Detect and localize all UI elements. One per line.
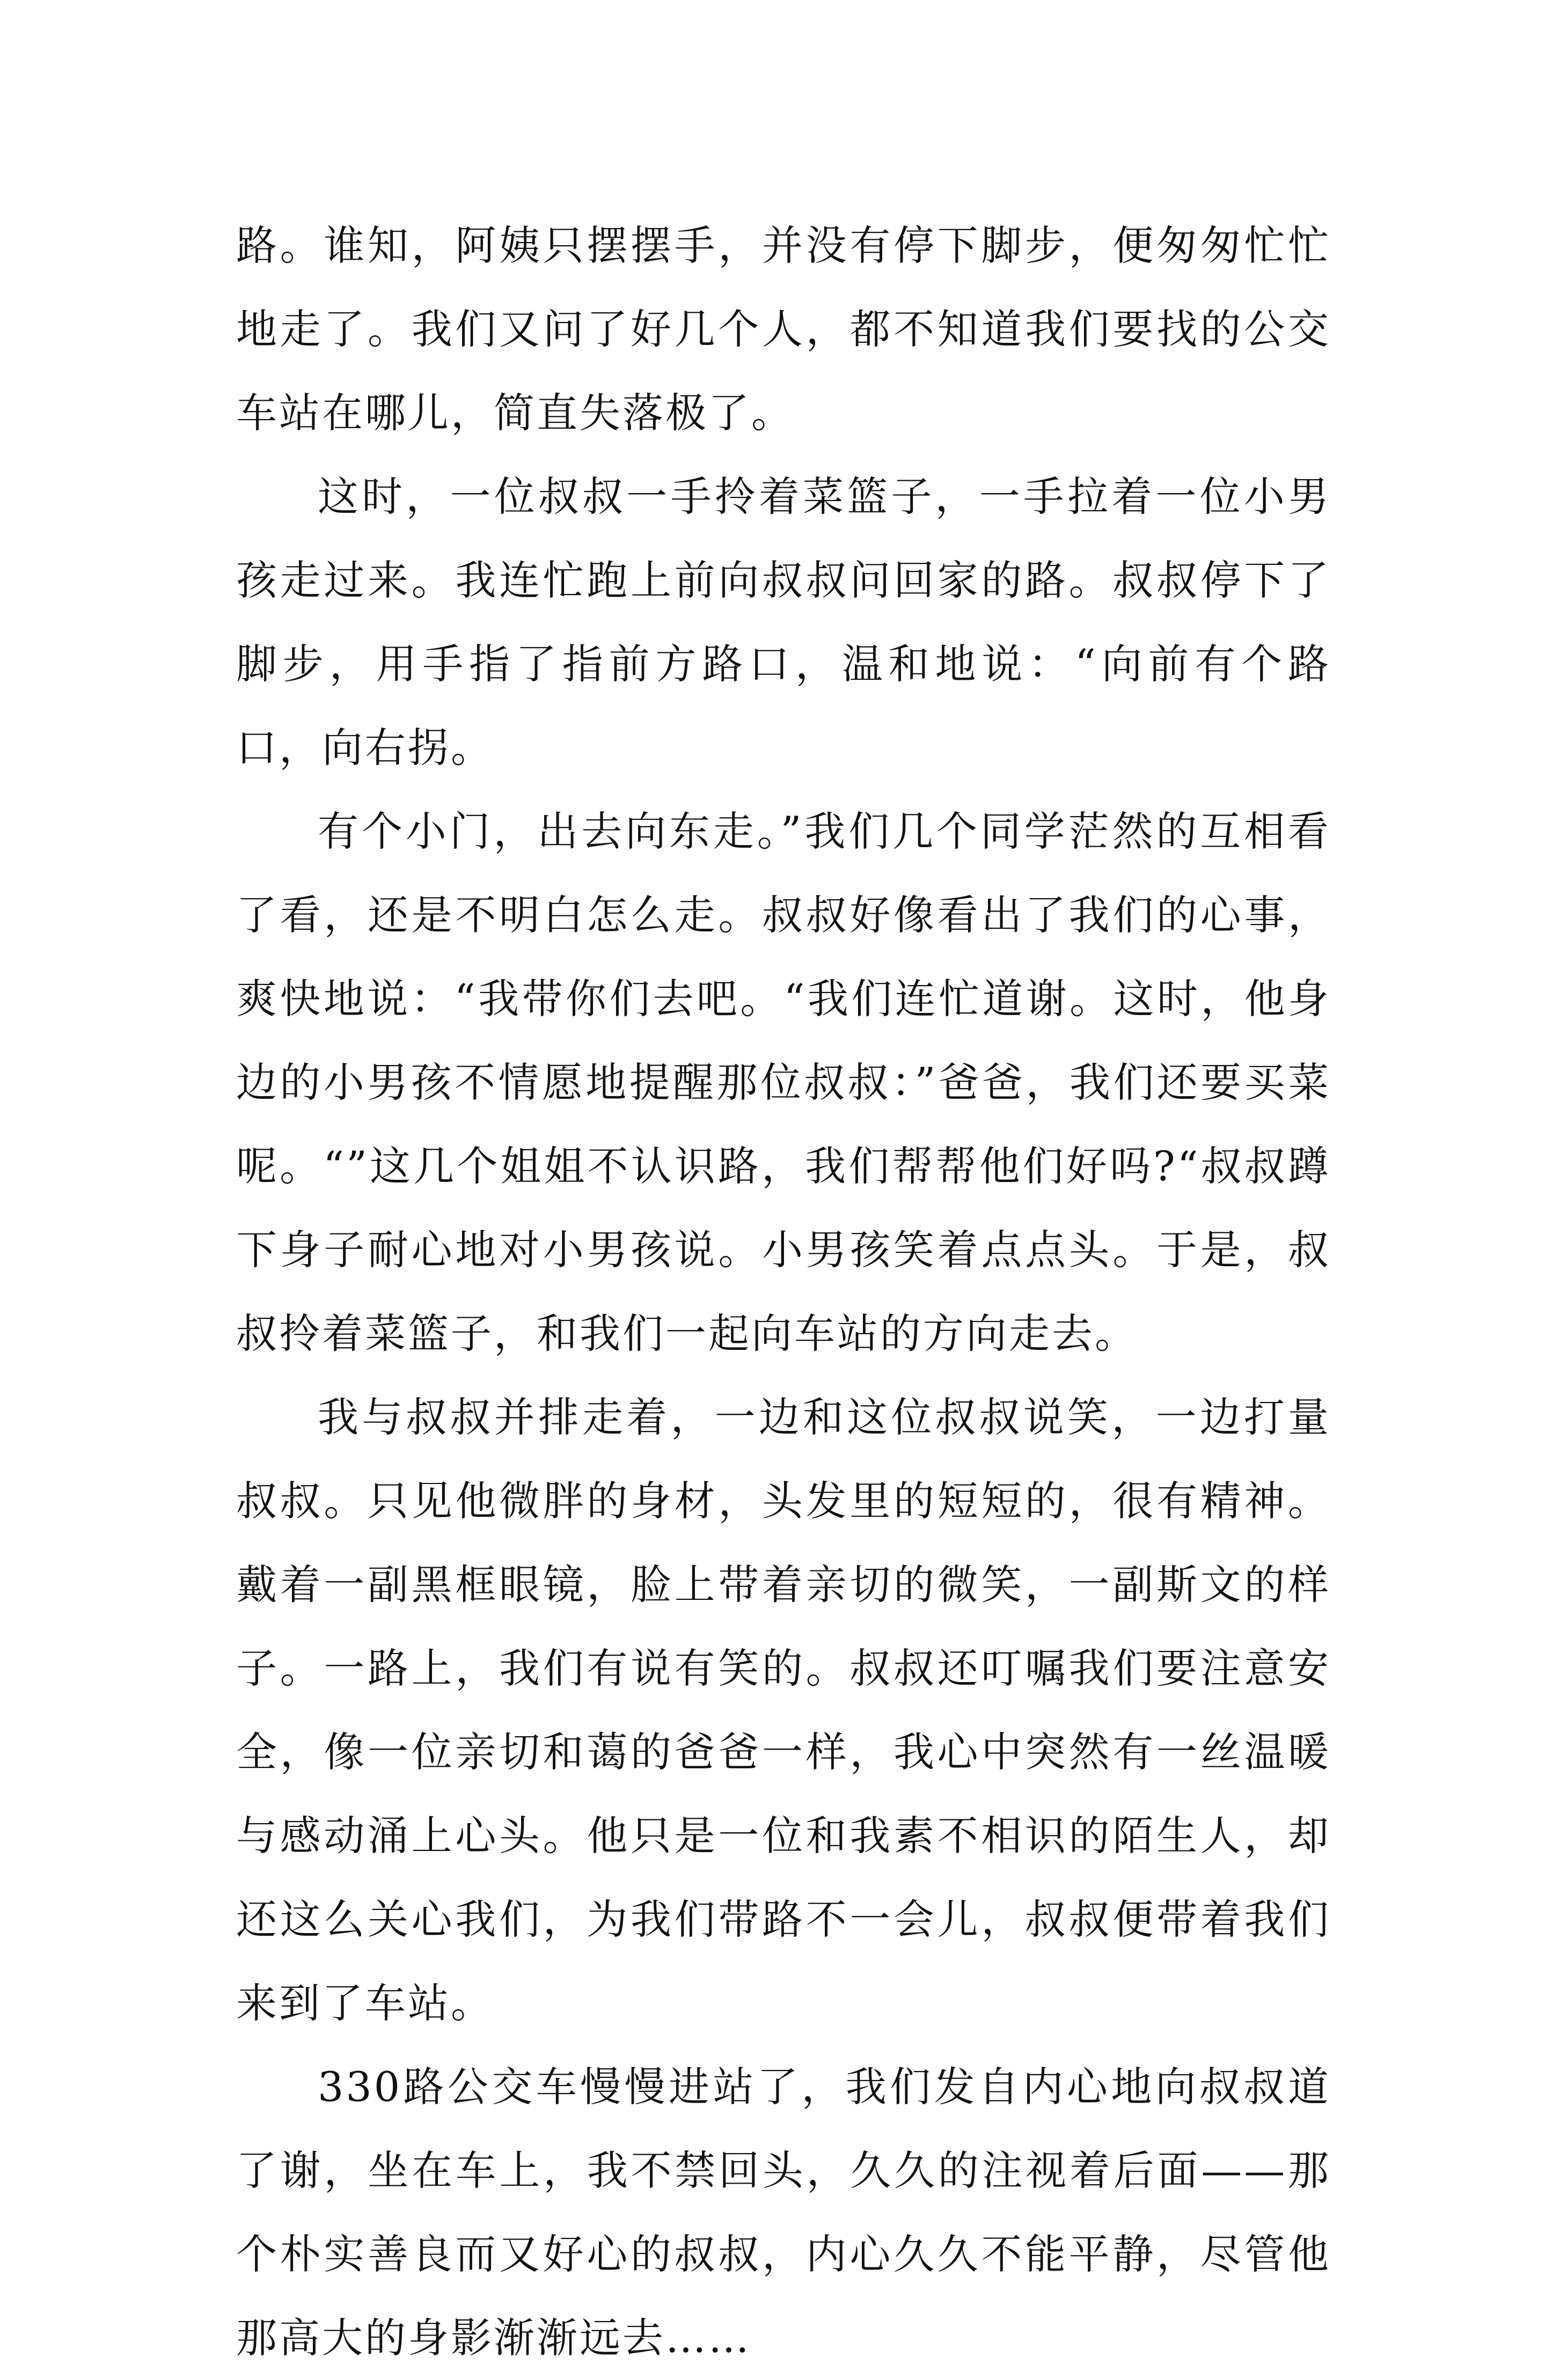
paragraph: 有个小门，出去向东走。”我们几个同学茫然的互相看了看，还是不明白怎么走。叔叔好像看出了我们的心事，爽快地说：“我带你们去吧。“我们连忙道谢。这时，他身边的小男孩不情愿地提醒那位叔叔：”爸爸，我们还要买菜呢。“”这几个姐姐不认识路，我们帮帮他们好吗?“叔叔蹲下身子耐心地对小男孩说。小男孩笑着点点头。于是，叔叔拎着菜篮子，和我们一起向车站的方向走去。 xyxy=(236,807,1331,1357)
body-text xyxy=(236,204,1331,2380)
paragraph: 这时，一位叔叔一手拎着菜篮子，一手拉着一位小男孩走过来。我连忙跑上前向叔叔问回家的路。叔叔停下了脚步，用手指了指前方路口，温和地说：“向前有个路口，向右拐。 xyxy=(236,473,1331,772)
paragraph: 330路公交车慢慢进站了，我们发自内心地向叔叔道了谢，坐在车上，我不禁回头，久久的注视着后面——那个朴实善良而又好心的叔叔，内心久久不能平静，尽管他那高大的身影渐渐远去…… xyxy=(236,2063,1331,2362)
paragraph: 路。谁知，阿姨只摆摆手，并没有停下脚步，便匆匆忙忙地走了。我们又问了好几个人，都不知道我们要找的公交车站在哪儿，简直失落极了。 xyxy=(236,222,1331,437)
paragraph: 我与叔叔并排走着，一边和这位叔叔说笑，一边打量叔叔。只见他微胖的身材，头发里的短短的，很有精神。戴着一副黑框眼镜，脸上带着亲切的微笑，一副斯文的样子。一路上，我们有说有笑的。叔叔还叮嘱我们要注意安全，像一位亲切和蔼的爸爸一样，我心中突然有一丝温暖与感动涌上心头。他只是一位和我素不相识的陌生人，却还这么关心我们，为我们带路不一会儿，叔叔便带着我们来到了车站。 xyxy=(236,1393,1331,2027)
